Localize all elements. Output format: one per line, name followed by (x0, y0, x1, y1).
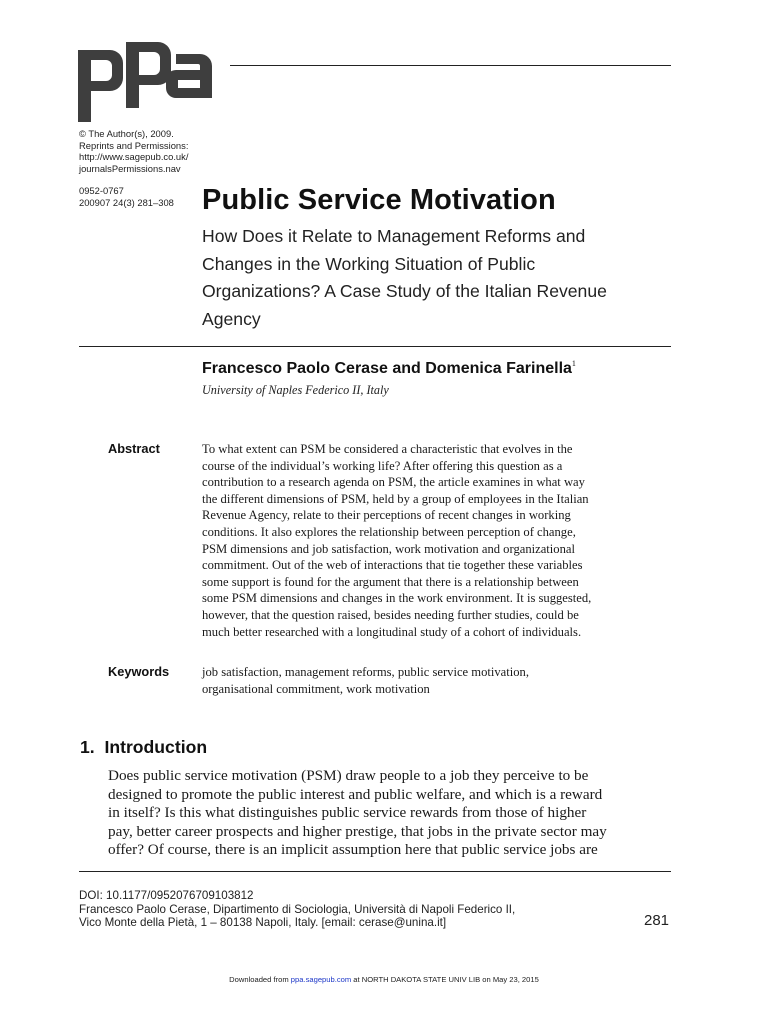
copyright-block (79, 128, 219, 174)
author-affiliation: University of Naples Federico II, Italy (202, 383, 389, 397)
ppa-logo (78, 42, 214, 122)
intro-line: Does public service motivation (PSM) draw people to a job they perceive to be (108, 767, 589, 784)
intro-line: offer? Of course, there is an implicit assumption here that public service jobs are (108, 841, 598, 859)
intro-line: in itself? Is this what distinguishes public service rewards from those of higher (108, 804, 587, 822)
issn: 0952-0767 (79, 185, 124, 196)
author-names (202, 359, 576, 378)
intro-line: designed to promote the public interest and public welfare, and which is a reward (108, 785, 603, 803)
abstract-line: conditions. It also explores the relationship between perception of change, (202, 524, 576, 539)
doi[interactable]: DOI: 10.1177/0952076709103812 (79, 889, 254, 902)
download-suffix: at NORTH DAKOTA STATE UNIV LIB on May 23, 2015 (351, 975, 539, 984)
header-rule (230, 65, 671, 66)
section-heading (80, 737, 207, 758)
abstract-line: To what extent can PSM be considered a characteristic that evolves in the (202, 442, 573, 456)
page-number: 281 (644, 912, 670, 929)
title-rule (79, 346, 671, 347)
issn-block (79, 185, 174, 208)
download-prefix: Downloaded from (229, 975, 291, 984)
abstract-line: PSM dimensions and job satisfaction, work motivation and organizational (202, 541, 575, 556)
journal-link[interactable]: ppa.sagepub.com (290, 975, 352, 984)
abstract-line: course of the individual’s working life? After offering this question as a (202, 458, 563, 473)
section-title: Introduction (104, 737, 208, 757)
abstract-label: Abstract (108, 441, 160, 456)
author-footnote-marker[interactable]: 1 (571, 359, 576, 368)
volume-info: 200907 24(3) 281–308 (79, 196, 174, 208)
download-notice (0, 975, 768, 984)
footer-rule (79, 871, 671, 872)
keywords-line: job satisfaction, management reforms, public service motivation, (202, 665, 529, 679)
abstract-text (202, 441, 672, 640)
abstract-line: the different dimensions of PSM, held by a group of employees in the Italian (202, 491, 589, 506)
keywords-label: Keywords (108, 664, 170, 679)
keywords-line: organisational commitment, work motivation (202, 682, 430, 696)
abstract-line: however, that the question raised, besides needing further studies, could be (202, 607, 579, 622)
correspondence-line-2: Vico Monte della Pietà, 1 – 80138 Napoli, Italy. [email: cerase@unina.it] (79, 916, 447, 930)
correspondence-line-1: Francesco Paolo Cerase, Dipartimento di Sociologia, Università di Napoli Federico II, (79, 902, 516, 916)
intro-paragraph (108, 767, 678, 860)
reprints-line: Reprints and Permissions: (79, 139, 189, 151)
abstract-line: some support is found for the argument that there is a relationship between (202, 574, 579, 589)
permissions-url-line-2[interactable]: journalsPermissions.nav (79, 162, 181, 174)
section-number: 1. (80, 737, 95, 757)
footer-info (79, 889, 515, 930)
abstract-line: contribution to a research agenda on PSM, the article examines in what way (202, 475, 585, 490)
article-title: Public Service Motivation (202, 184, 556, 216)
copyright-line: © The Author(s), 2009. (79, 128, 174, 139)
article-subtitle: How Does it Relate to Management Reforms and Changes in the Working Situation of Public Organizations? A Case Study of the Italian Revenue Agency (202, 226, 607, 329)
intro-line: pay, better career prospects and higher prestige, that jobs in the private sector may (108, 822, 607, 840)
keywords-text (202, 664, 529, 698)
abstract-line: some PSM dimensions and changes in the work environment. It is suggested, (202, 591, 592, 606)
author-list: Francesco Paolo Cerase and Domenica Farinella (202, 360, 572, 377)
abstract-line: commitment. Out of the web of interactions that tie together these variables (202, 558, 583, 573)
permissions-url-line-1[interactable]: http://www.sagepub.co.uk/ (79, 151, 189, 163)
abstract-line: Revenue Agency, relate to their perceptions of recent changes in working (202, 508, 571, 523)
abstract-line: much better researched with a longitudinal study of a cohort of individuals. (202, 624, 582, 639)
